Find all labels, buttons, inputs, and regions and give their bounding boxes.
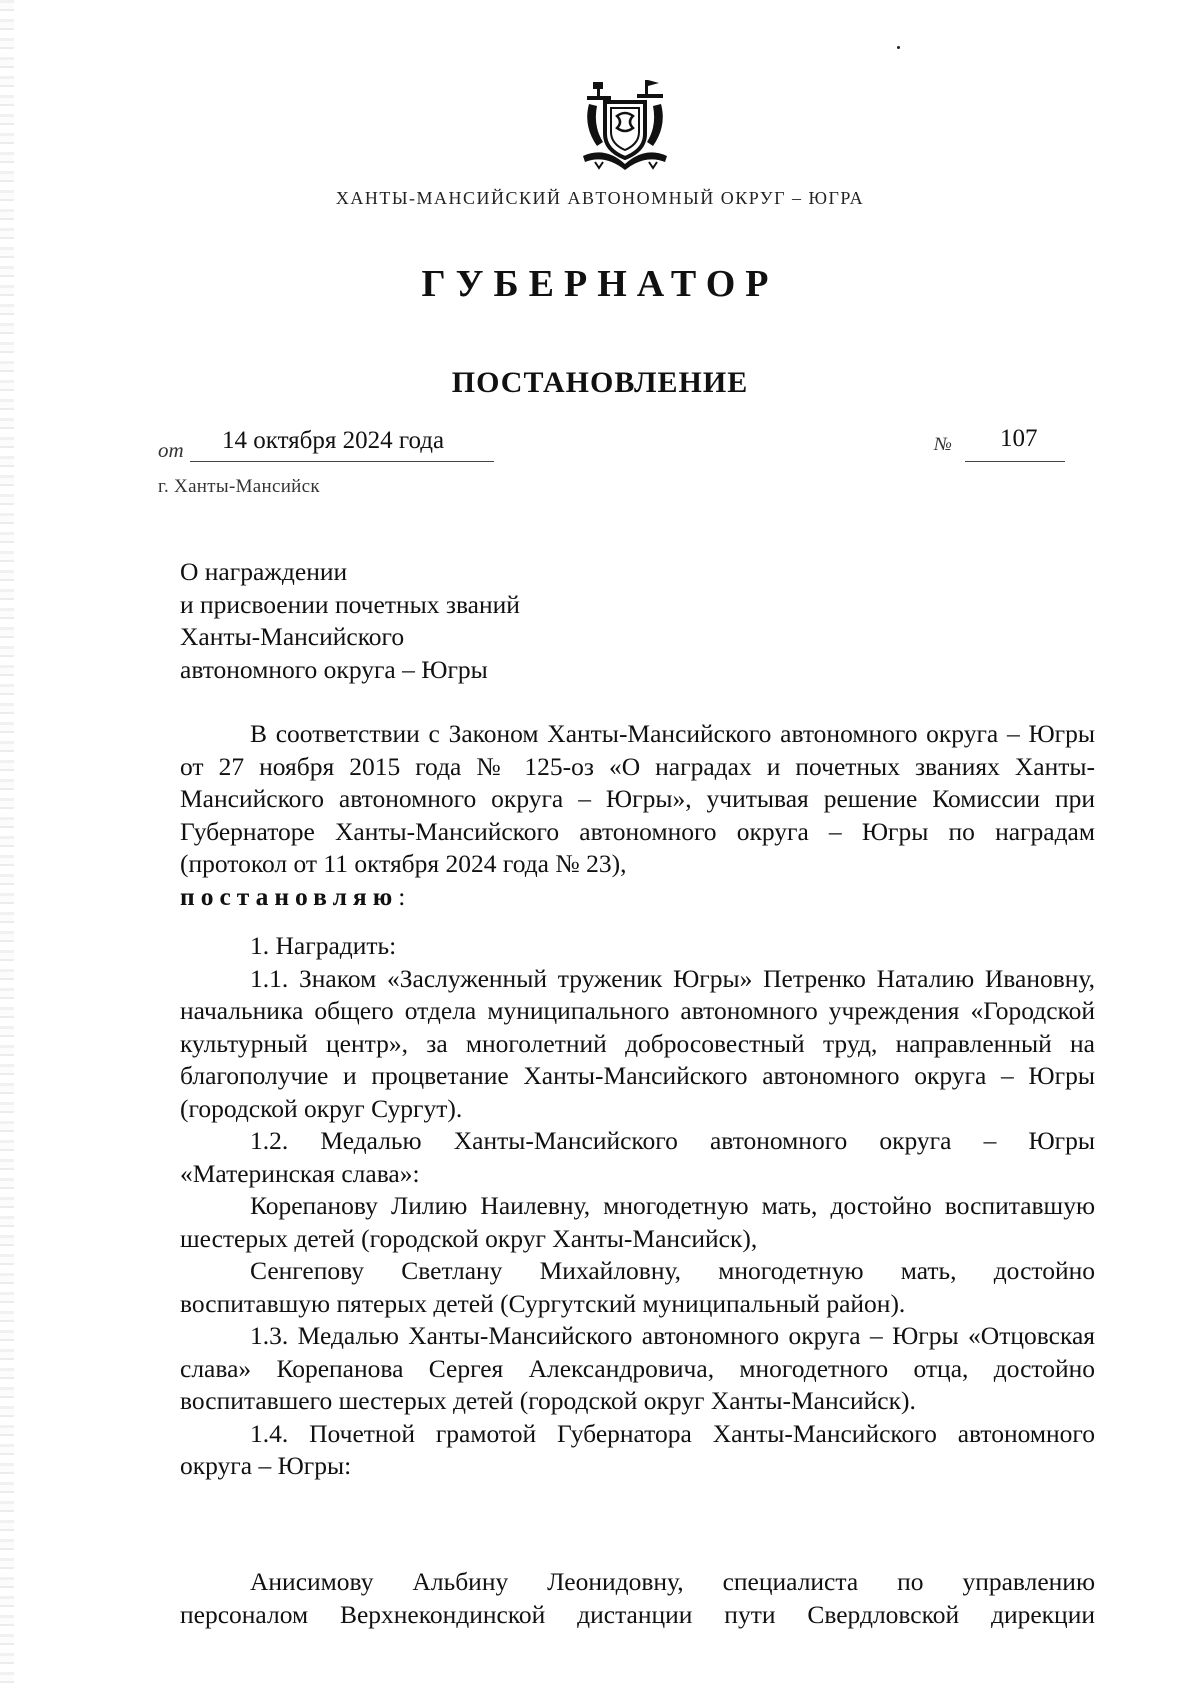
resolve-word: постановляю (180, 881, 399, 911)
recipient-line: персоналом Верхнекондинской дистанции пути Свердловской дирекции (180, 1599, 1095, 1629)
issuing-city: г. Ханты-Мансийск (158, 476, 320, 497)
date-underline (190, 461, 494, 462)
scan-edge-artifact (0, 0, 14, 1686)
subject-line: Ханты-Мансийского (180, 622, 405, 651)
scan-speck (897, 46, 900, 49)
subject-line: и присвоении почетных званий (180, 589, 520, 619)
number-underline (965, 461, 1065, 462)
clause-1-2-recipient: Сенгепову Светлану Михайловну, многодетную мать, достойно воспитавшую пятерых детей (Сургутский муниципальный район). (180, 1256, 1095, 1318)
authority-title: ГУБЕРНАТОР (421, 263, 779, 305)
coat-of-arms-emblem (575, 76, 675, 176)
date-prefix: от (158, 438, 184, 462)
clause-1: 1. Наградить: (250, 931, 397, 960)
document-type: ПОСТАНОВЛЕНИЕ (451, 366, 749, 399)
clause-1-1: 1.1. Знаком «Заслуженный труженик Югры» Петренко Наталию Ивановну, начальника общего отдела муниципального автономного учреждения «Городской культурный центр», за многолетний добросовестный труд, направленный на благополучие и процветание Ханты-Мансийского автономного округа – Югры (городской округ Сургут). (180, 963, 1095, 1123)
recipient-line: Анисимову Альбину Леонидовну, специалиста по управлению (250, 1567, 1095, 1596)
preamble-text: В соответствии с Законом Ханты-Мансийского автономного округа – Югры от 27 ноября 2015 года № 125-оз «О наградах и почетных званиях Ханты-Мансийского автономного округа – Югры», учитывая решение Комиссии при Губернаторе Ханты-Мансийского автономного округа – Югры по наградам (протокол от 11 октября 2024 года № 23), (180, 719, 1095, 878)
number-prefix: № (934, 434, 952, 455)
clause-1-4-recipient (180, 1566, 1095, 1631)
document-subject (180, 556, 520, 686)
document-body (180, 718, 1095, 1483)
preamble-paragraph (180, 718, 1095, 913)
subject-line: автономного округа – Югры (180, 654, 488, 684)
document-date: 14 октября 2024 года (222, 427, 445, 454)
clause-1-2: 1.2. Медалью Ханты-Мансийского автономного округа – Югры «Материнская слава»: (180, 1126, 1095, 1188)
document-number: 107 (1000, 425, 1038, 452)
resolve-colon: : (398, 881, 406, 911)
region-header: ХАНТЫ-МАНСИЙСКИЙ АВТОНОМНЫЙ ОКРУГ – ЮГРА (335, 188, 865, 208)
clause-1-2-recipient: Корепанову Лилию Наилевну, многодетную мать, достойно воспитавшую шестерых детей (городской округ Ханты-Мансийск), (180, 1191, 1095, 1253)
clause-1-4: 1.4. Почетной грамотой Губернатора Ханты-Мансийского автономного округа – Югры: (180, 1418, 1095, 1480)
clause-1-3: 1.3. Медалью Ханты-Мансийского автономного округа – Югры «Отцовская слава» Корепанова Сергея Александровича, многодетного отца, достойно воспитавшего шестерых детей (городской округ Ханты-Мансийск). (180, 1321, 1095, 1415)
subject-line: О награждении (180, 557, 348, 586)
